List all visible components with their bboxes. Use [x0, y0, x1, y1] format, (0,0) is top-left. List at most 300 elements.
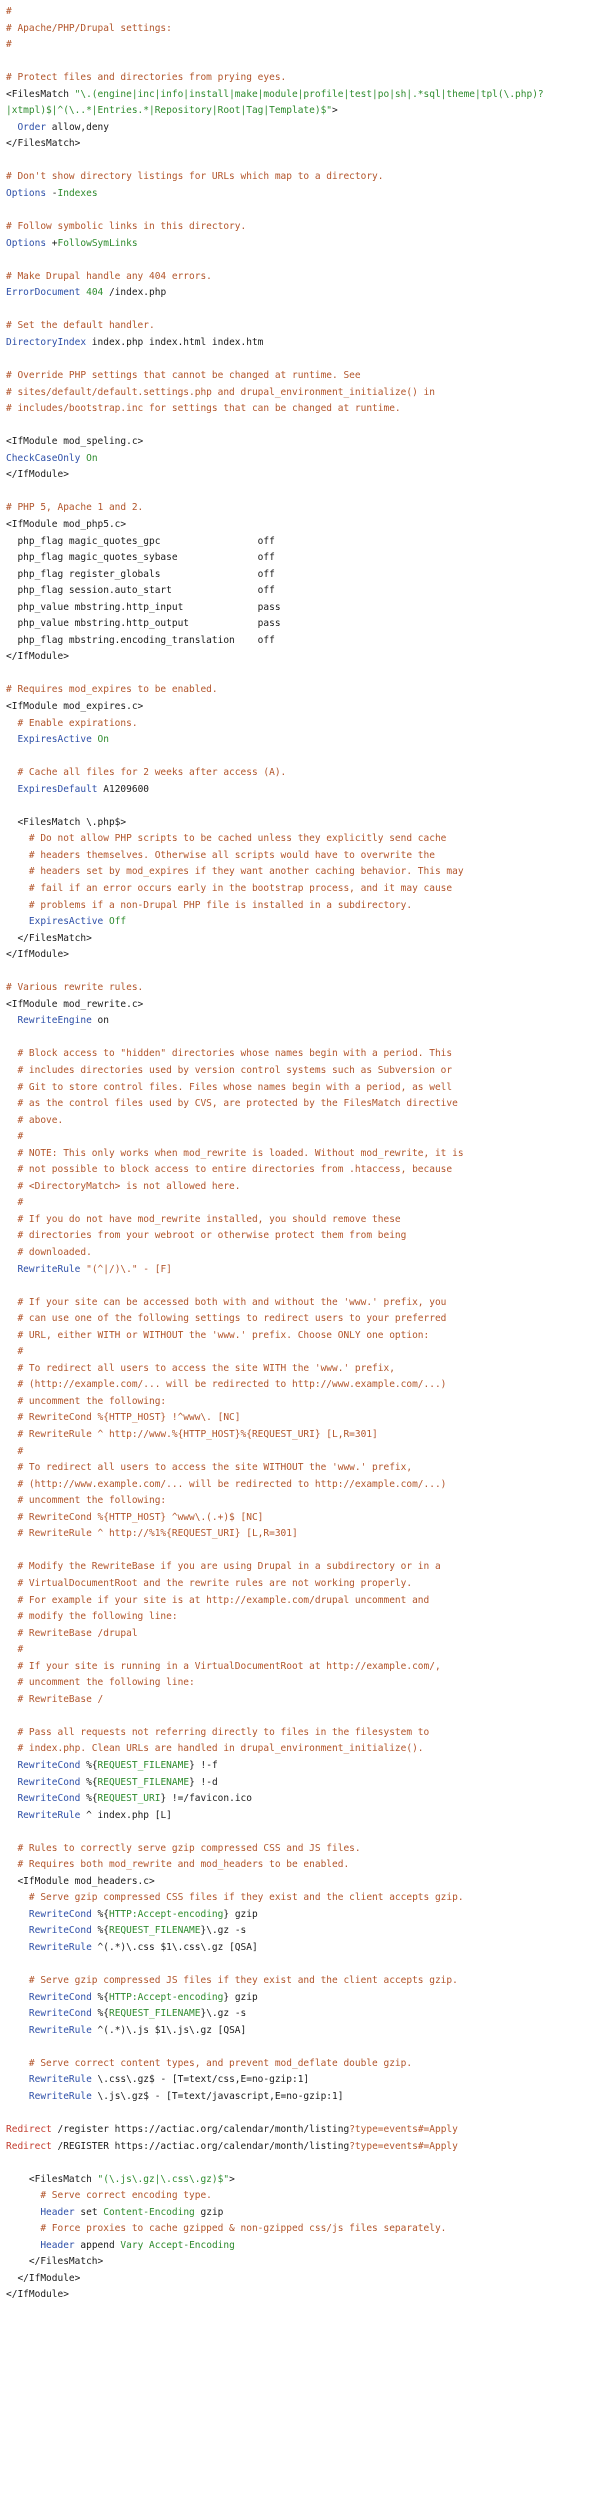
code-token: #: [6, 6, 12, 17]
code-token: [6, 2207, 40, 2218]
code-token: RewriteRule: [17, 1263, 81, 1275]
code-token: [6, 1793, 17, 1804]
code-line: [6, 2089, 600, 2106]
code-token: # Follow symbolic links in this directory.: [6, 221, 247, 233]
code-token: } !-d: [189, 1776, 218, 1788]
code-line: [6, 1477, 600, 1494]
code-line: [6, 2122, 600, 2139]
code-line: [6, 1857, 600, 1874]
code-token: [6, 1992, 29, 2003]
code-token: Vary: [120, 2239, 144, 2251]
blank-line: [6, 484, 600, 501]
code-line: [6, 2006, 600, 2023]
code-token: index.php index.html index.htm: [86, 336, 264, 348]
code-line: [6, 1377, 600, 1394]
code-line: [6, 2205, 600, 2222]
code-token: RewriteCond: [17, 1776, 81, 1788]
code-line: [6, 451, 600, 468]
code-token: # Git to store control files. Files whose names begin with a period, as well: [6, 1081, 453, 1093]
code-line: [6, 1311, 600, 1328]
code-line: [6, 2172, 600, 2189]
code-line: [6, 1013, 600, 1030]
code-token: allow,deny: [46, 121, 109, 133]
code-line: [6, 1113, 600, 1130]
code-token: php_flag mbstring.encoding_translation off: [6, 634, 275, 646]
code-line: [6, 815, 600, 832]
code-token: ExpiresActive: [28, 916, 104, 928]
code-token: # To redirect all users to access the site WITHOUT the 'www.' prefix,: [6, 1462, 413, 1474]
code-token: } !=/favicon.ico: [160, 1793, 252, 1805]
code-line: [6, 2254, 600, 2271]
blank-line: [6, 1543, 600, 1560]
code-token: "\.(engine|inc|info|install|make|module|profile|test|po|sh|.*sql|theme|tpl(\.php)?: [74, 88, 544, 100]
code-line: [6, 1046, 600, 1063]
code-line: [6, 931, 600, 948]
code-token: # Don't show directory listings for URLs which map to a directory.: [6, 171, 384, 183]
code-token: </IfModule>: [6, 2289, 69, 2301]
code-token: Options: [6, 237, 47, 249]
code-token: %{: [91, 1991, 109, 2003]
code-line: [6, 1460, 600, 1477]
code-line: [6, 385, 600, 402]
code-line: [6, 236, 600, 253]
code-token: on: [91, 1015, 109, 1027]
code-line: [6, 716, 600, 733]
code-line: [6, 1361, 600, 1378]
blank-line: [6, 203, 600, 220]
code-line: [6, 1410, 600, 1427]
code-token: RewriteCond: [28, 1991, 92, 2003]
code-token: -: [46, 188, 58, 200]
code-line: [6, 2287, 600, 2304]
code-token: } !-f: [189, 1759, 218, 1771]
code-token: ?type=events#=Apply: [349, 2140, 458, 2152]
code-token: php_flag session.auto_start off: [6, 585, 275, 597]
code-token: REQUEST_FILENAME: [108, 1925, 201, 1937]
code-token: [6, 784, 17, 795]
code-line: [6, 1228, 600, 1245]
code-token: # Requires mod_expires to be enabled.: [6, 684, 218, 696]
code-line: [6, 1526, 600, 1543]
code-token: %{: [91, 2008, 109, 2020]
code-token: %{: [80, 1793, 98, 1805]
code-line: [6, 368, 600, 385]
code-line: [6, 2271, 600, 2288]
code-line: [6, 1874, 600, 1891]
code-line: [6, 103, 600, 120]
code-line: [6, 186, 600, 203]
code-token: %{: [91, 1925, 109, 1937]
blank-line: [6, 252, 600, 269]
code-line: [6, 898, 600, 915]
blank-line: [6, 666, 600, 683]
code-token: #: [6, 1644, 24, 1656]
code-token: </FilesMatch>: [6, 138, 81, 150]
code-token: # If you do not have mod_rewrite installed, you should remove these: [6, 1213, 401, 1225]
code-token: php_flag magic_quotes_sybase off: [6, 552, 275, 564]
code-line: [6, 1808, 600, 1825]
code-token: ErrorDocument: [6, 287, 81, 299]
blank-line: [6, 1278, 600, 1295]
code-token: # Serve correct encoding type.: [6, 2190, 212, 2202]
code-line: [6, 1626, 600, 1643]
code-token: # (http://example.com/... will be redirected to http://www.example.com/...): [6, 1379, 447, 1391]
code-token: [6, 1015, 17, 1026]
code-token: Off: [108, 916, 127, 928]
code-line: [6, 1195, 600, 1212]
code-token: >: [332, 105, 338, 117]
code-token: REQUEST_FILENAME: [108, 2008, 201, 2020]
code-token: # RewriteCond %{HTTP_HOST} !^www\. [NC]: [6, 1412, 241, 1424]
code-token: [6, 1777, 17, 1788]
code-token: RewriteRule: [28, 2074, 92, 2086]
code-token: [6, 2240, 40, 2251]
code-line: [6, 1444, 600, 1461]
code-token: # not possible to block access to entire directories from .htaccess, because: [6, 1164, 453, 1176]
code-token: #: [6, 1197, 24, 1209]
code-token: </FilesMatch>: [6, 932, 92, 944]
code-token: # <DirectoryMatch> is not allowed here.: [6, 1180, 241, 1192]
code-line: [6, 500, 600, 517]
code-token: RewriteCond: [28, 1925, 92, 1937]
code-line: [6, 401, 600, 418]
code-line: [6, 1096, 600, 1113]
blank-line: [6, 54, 600, 71]
code-token: /REGISTER https://actiac.org/calendar/month/listing: [51, 2140, 350, 2152]
code-line: [6, 567, 600, 584]
code-token: Content-Encoding: [103, 2206, 195, 2218]
code-token: # fail if an error occurs early in the bootstrap process, and it may cause: [6, 882, 453, 894]
code-line: [6, 219, 600, 236]
code-line: [6, 1427, 600, 1444]
code-line: [6, 914, 600, 931]
code-token: [6, 734, 17, 745]
code-token: gzip: [194, 2206, 224, 2218]
code-line: [6, 583, 600, 600]
code-line: [6, 649, 600, 666]
code-line: [6, 1741, 600, 1758]
code-line: [6, 1841, 600, 1858]
code-line: [6, 1559, 600, 1576]
code-token: ?type=events#=Apply: [349, 2124, 458, 2135]
code-line: [6, 2221, 600, 2238]
code-token: Order: [17, 121, 47, 133]
code-token: RewriteRule: [28, 2024, 92, 2036]
code-token: </IfModule>: [6, 949, 69, 961]
code-token: %{: [91, 1908, 109, 1920]
code-line: [6, 1675, 600, 1692]
code-line: [6, 997, 600, 1014]
code-token: # NOTE: This only works when mod_rewrite is loaded. Without mod_rewrite, it is: [6, 1147, 464, 1159]
code-line: [6, 1725, 600, 1742]
code-token: +: [46, 237, 58, 249]
code-token: # RewriteRule ^ http://%1%{REQUEST_URI} [L,R=301]: [6, 1528, 298, 1540]
code-token: # can use one of the following settings to redirect users to your preferred: [6, 1313, 447, 1325]
code-token: "(^|/)\." - [F]: [86, 1263, 172, 1275]
code-token: On: [86, 452, 98, 464]
code-line: [6, 1940, 600, 1957]
code-token: RewriteRule: [28, 2090, 92, 2102]
code-token: DirectoryIndex: [6, 336, 87, 348]
code-token: # sites/default/default.settings.php and drupal_environment_initialize() in: [6, 386, 435, 398]
code-token: ^(.*)\.js $1\.js\.gz [QSA]: [91, 2024, 247, 2036]
code-line: [6, 1758, 600, 1775]
code-token: </IfModule>: [6, 651, 69, 663]
code-line: [6, 1295, 600, 1312]
code-token: set: [74, 2206, 104, 2218]
code-line: [6, 1179, 600, 1196]
code-line: [6, 1510, 600, 1527]
code-token: <IfModule mod_php5.c>: [6, 518, 127, 530]
code-token: [6, 1264, 17, 1275]
code-token: RewriteCond: [17, 1759, 81, 1771]
code-line: [6, 335, 600, 352]
code-token: php_flag magic_quotes_gpc off: [6, 535, 275, 547]
code-line: [6, 1328, 600, 1345]
code-token: RewriteEngine: [17, 1015, 92, 1027]
code-line: [6, 1162, 600, 1179]
code-line: [6, 980, 600, 997]
code-token: # directories from your webroot or otherwise protect them from being: [6, 1230, 407, 1242]
code-token: Accept-Encoding: [149, 2239, 235, 2251]
code-line: [6, 633, 600, 650]
blank-line: [6, 2155, 600, 2172]
code-line: [6, 782, 600, 799]
code-token: [6, 2074, 29, 2085]
code-token: <IfModule mod_headers.c>: [6, 1875, 155, 1887]
code-token: php_value mbstring.http_output pass: [6, 618, 281, 630]
code-line: [6, 1659, 600, 1676]
code-line: [6, 1775, 600, 1792]
code-line: [6, 947, 600, 964]
code-token: [6, 1909, 29, 1920]
code-line: [6, 21, 600, 38]
code-token: </FilesMatch>: [6, 2256, 104, 2268]
code-token: CheckCaseOnly: [6, 452, 81, 464]
code-token: # PHP 5, Apache 1 and 2.: [6, 502, 144, 514]
code-line: [6, 1493, 600, 1510]
code-line: [6, 1063, 600, 1080]
code-line: [6, 285, 600, 302]
code-token: # If your site is running in a VirtualDocumentRoot at http://example.com/,: [6, 1660, 441, 1672]
code-token: # Protect files and directories from prying eyes.: [6, 72, 287, 84]
code-token: # Override PHP settings that cannot be changed at runtime. See: [6, 370, 361, 382]
blank-line: [6, 418, 600, 435]
code-token: [6, 2008, 29, 2019]
code-line: [6, 1973, 600, 1990]
code-line: [6, 732, 600, 749]
code-line: [6, 2072, 600, 2089]
code-token: REQUEST_FILENAME: [97, 1759, 190, 1771]
code-token: # index.php. Clean URLs are handled in drupal_environment_initialize().: [6, 1743, 424, 1755]
code-line: [6, 1642, 600, 1659]
code-token: } gzip: [223, 1991, 258, 2003]
code-line: [6, 1080, 600, 1097]
code-token: [6, 2025, 29, 2036]
code-token: /register https://actiac.org/calendar/month/listing: [51, 2124, 350, 2135]
code-token: Redirect: [6, 2124, 52, 2135]
code-token: # Various rewrite rules.: [6, 982, 144, 994]
code-line: [6, 864, 600, 881]
code-line: [6, 1609, 600, 1626]
code-token: Header: [40, 2239, 75, 2251]
code-token: # Apache/PHP/Drupal settings:: [6, 22, 172, 34]
code-token: # Do not allow PHP scripts to be cached unless they explicitly send cache: [6, 833, 447, 845]
code-token: # Pass all requests not referring directly to files in the filesystem to: [6, 1726, 430, 1738]
blank-line: [6, 1030, 600, 1047]
code-token: <FilesMatch: [6, 88, 75, 100]
code-line: [6, 600, 600, 617]
code-line: [6, 269, 600, 286]
blank-line: [6, 302, 600, 319]
code-token: RewriteRule: [28, 1941, 92, 1953]
code-token: ExpiresDefault: [17, 783, 98, 795]
code-token: # above.: [6, 1114, 64, 1126]
code-token: REQUEST_FILENAME: [97, 1776, 190, 1788]
code-token: # uncomment the following:: [6, 1395, 167, 1407]
code-line: [6, 881, 600, 898]
code-token: # headers set by mod_expires if they want another caching behavior. This may: [6, 866, 464, 878]
code-token: <IfModule mod_speling.c>: [6, 436, 144, 448]
code-line: [6, 70, 600, 87]
code-token: # Requires both mod_rewrite and mod_headers to be enabled.: [6, 1859, 350, 1871]
code-token: # Serve gzip compressed JS files if they exist and the client accepts gzip.: [6, 1975, 458, 1987]
code-token: #: [6, 39, 12, 51]
code-token: #: [6, 1131, 24, 1143]
code-token: Options: [6, 188, 47, 200]
code-token: "(\.js\.gz|\.css\.gz)$": [97, 2173, 230, 2185]
code-token: <FilesMatch: [6, 2173, 98, 2185]
code-token: # uncomment the following:: [6, 1495, 167, 1507]
code-line: [6, 1890, 600, 1907]
code-token: RewriteCond: [17, 1793, 81, 1805]
code-token: [6, 122, 17, 133]
code-line: [6, 4, 600, 21]
code-line: [6, 550, 600, 567]
code-token: On: [97, 734, 109, 746]
code-line: [6, 534, 600, 551]
blank-line: [6, 2039, 600, 2056]
code-line: [6, 1576, 600, 1593]
code-token: REQUEST_URI: [97, 1793, 161, 1805]
code-token: #: [6, 1445, 24, 1457]
code-token: ExpiresActive: [17, 734, 92, 746]
code-token: # (http://www.example.com/... will be redirected to http://example.com/...): [6, 1478, 447, 1490]
code-line: [6, 1245, 600, 1262]
code-line: [6, 1990, 600, 2007]
code-line: [6, 831, 600, 848]
code-token: [6, 1925, 29, 1936]
code-line: [6, 848, 600, 865]
code-line: [6, 467, 600, 484]
code-token: # as the control files used by CVS, are protected by the FilesMatch directive: [6, 1098, 458, 1110]
code-line: [6, 2139, 600, 2156]
code-line: [6, 1146, 600, 1163]
code-token: \.js\.gz$ - [T=text/javascript,E=no-gzip:1]: [91, 2090, 344, 2102]
code-line: [6, 2238, 600, 2255]
code-token: <IfModule mod_expires.c>: [6, 700, 144, 712]
code-token: Redirect: [6, 2140, 52, 2152]
code-token: # RewriteBase /: [6, 1693, 104, 1705]
code-token: >: [229, 2173, 235, 2185]
code-token: \.css\.gz$ - [T=text/css,E=no-gzip:1]: [91, 2074, 310, 2086]
code-token: #: [6, 1346, 24, 1358]
blank-line: [6, 153, 600, 170]
code-token: FollowSymLinks: [57, 237, 138, 249]
code-token: [6, 1810, 17, 1821]
code-token: A1209600: [97, 783, 150, 795]
code-token: # RewriteBase /drupal: [6, 1627, 138, 1639]
code-line: [6, 2023, 600, 2040]
code-token: # includes directories used by version control systems such as Subversion or: [6, 1065, 453, 1076]
blank-line: [6, 2105, 600, 2122]
code-token: # Rules to correctly serve gzip compressed CSS and JS files.: [6, 1842, 361, 1854]
code-token: <IfModule mod_rewrite.c>: [6, 998, 144, 1010]
code-token: # To redirect all users to access the site WITH the 'www.' prefix,: [6, 1362, 395, 1374]
code-token: %{: [80, 1759, 98, 1771]
code-token: %{: [80, 1776, 98, 1788]
code-token: Indexes: [57, 188, 98, 200]
code-line: [6, 1692, 600, 1709]
code-token: </IfModule>: [6, 2272, 81, 2284]
code-token: ^ index.php [L]: [80, 1809, 172, 1821]
code-line: [6, 1262, 600, 1279]
code-token: # VirtualDocumentRoot and the rewrite rules are not working properly.: [6, 1577, 413, 1589]
code-token: [6, 1760, 17, 1771]
blank-line: [6, 1824, 600, 1841]
code-token: ^(.*)\.css $1\.css\.gz [QSA]: [91, 1941, 258, 1953]
code-token: # Cache all files for 2 weeks after access (A).: [6, 767, 287, 779]
code-line: [6, 517, 600, 534]
code-line: [6, 120, 600, 137]
code-token: Header: [40, 2206, 75, 2218]
code-line: [6, 37, 600, 54]
code-token: HTTP:Accept-encoding: [108, 1908, 224, 1920]
code-line: [6, 765, 600, 782]
code-token: # Make Drupal handle any 404 errors.: [6, 270, 212, 282]
blank-line: [6, 1957, 600, 1974]
code-token: [6, 916, 29, 927]
code-token: # problems if a non-Drupal PHP file is installed in a subdirectory.: [6, 899, 413, 911]
code-line: [6, 2056, 600, 2073]
code-token: RewriteCond: [28, 2008, 92, 2020]
code-token: php_flag register_globals off: [6, 568, 275, 580]
code-token: /index.php: [103, 287, 167, 299]
code-line: [6, 1212, 600, 1229]
code-line: [6, 136, 600, 153]
code-token: 404: [86, 287, 104, 299]
code-line: [6, 616, 600, 633]
code-line: [6, 682, 600, 699]
code-token: } gzip: [223, 1908, 258, 1920]
code-token: }\.gz -s: [200, 2008, 247, 2020]
code-token: # Force proxies to cache gzipped & non-gzipped css/js files separately.: [6, 2223, 447, 2235]
code-token: # headers themselves. Otherwise all scripts would have to overwrite the: [6, 849, 435, 861]
code-line: [6, 1791, 600, 1808]
code-token: <FilesMatch \.php$>: [6, 816, 127, 828]
code-token: append: [74, 2239, 121, 2251]
code-token: RewriteRule: [17, 1809, 81, 1821]
code-token: # RewriteCond %{HTTP_HOST} ^www\.(.+)$ [NC]: [6, 1511, 264, 1523]
code-token: RewriteCond: [28, 1908, 92, 1920]
code-token: # Enable expirations.: [6, 717, 138, 729]
code-token: # If your site can be accessed both with and without the 'www.' prefix, you: [6, 1296, 447, 1308]
code-token: # URL, either WITH or WITHOUT the 'www.' prefix. Choose ONLY one option:: [6, 1329, 430, 1341]
blank-line: [6, 1708, 600, 1725]
code-token: HTTP:Accept-encoding: [108, 1991, 224, 2003]
code-token: # For example if your site is at http://example.com/drupal uncomment and: [6, 1594, 430, 1606]
code-token: php_value mbstring.http_input pass: [6, 601, 281, 613]
